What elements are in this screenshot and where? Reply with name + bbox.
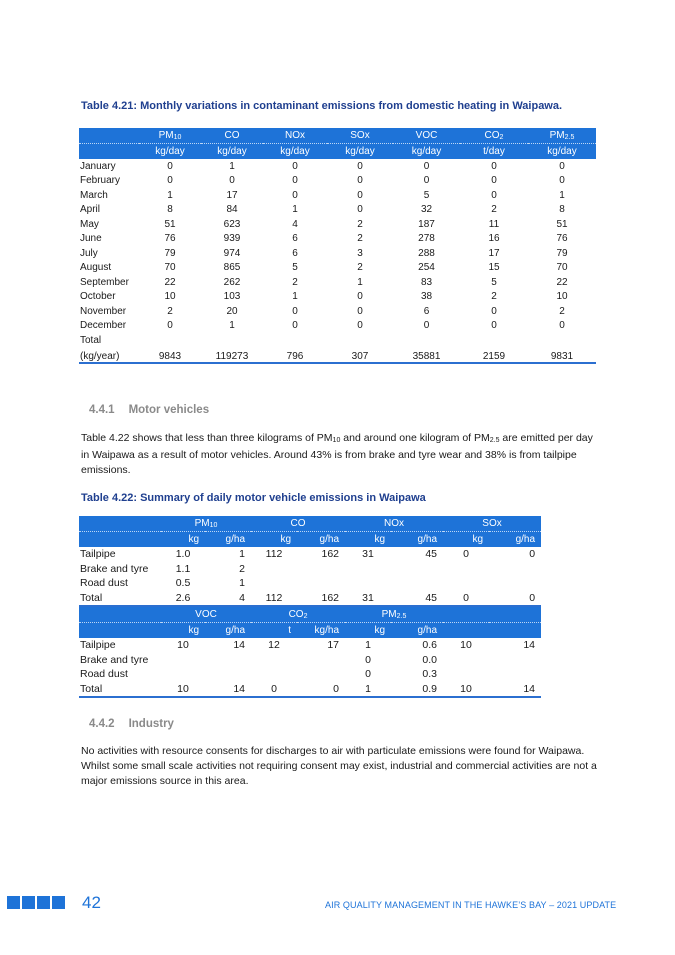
row-label: Total <box>80 682 103 695</box>
table-cell: 1 <box>292 204 298 216</box>
table-cell: 1 <box>292 291 298 303</box>
table-cell: 2 <box>239 562 246 575</box>
table-cell: 2.6 <box>175 591 191 604</box>
row-label: July <box>80 247 98 259</box>
table-cell: 38 <box>420 291 433 303</box>
group-header <box>251 516 345 532</box>
header-empty <box>79 623 161 639</box>
table-row <box>79 653 541 668</box>
table-row <box>79 275 596 290</box>
table-row <box>79 217 596 232</box>
column-header <box>263 128 327 144</box>
header-main: PM <box>381 609 397 620</box>
table-row <box>79 159 596 174</box>
group-header <box>345 606 443 623</box>
row-label: November <box>80 305 127 317</box>
table-cell <box>251 653 297 668</box>
table-row <box>79 319 596 334</box>
table-cell: 2 <box>559 305 565 317</box>
table-cell: 5 <box>292 262 298 274</box>
table-cell: 307 <box>351 350 369 362</box>
table-cell: 76 <box>164 233 176 245</box>
table-cell: 70 <box>556 262 568 274</box>
table-row <box>79 547 541 562</box>
footer-blocks <box>7 896 65 909</box>
table-cell-empty <box>327 333 393 348</box>
header-empty <box>489 623 541 639</box>
table-row <box>79 188 596 203</box>
header-sub: 2 <box>303 613 308 620</box>
table-cell: 9831 <box>550 350 574 362</box>
table-cell: 2 <box>167 305 173 317</box>
table-cell <box>443 667 489 682</box>
table-cell: 17 <box>327 639 340 652</box>
header-sub: 10 <box>173 134 182 141</box>
table-cell: 0 <box>491 189 497 201</box>
table-cell: 262 <box>223 276 241 288</box>
unit-header: g/ha <box>391 623 443 639</box>
table-cell: 14 <box>523 682 536 695</box>
footer-title: AIR QUALITY MANAGEMENT IN THE HAWKE’S BAY – 2021 UPDATE <box>325 900 617 910</box>
table-422 <box>79 516 541 698</box>
table-cell <box>205 667 251 682</box>
table-row <box>79 290 596 305</box>
table-cell: 0 <box>167 175 173 187</box>
table-cell: 17 <box>226 189 238 201</box>
footer-block <box>22 896 35 909</box>
column-unit: t/day <box>460 144 528 160</box>
table-cell-empty <box>139 333 201 348</box>
table-row <box>79 667 541 682</box>
header-main: CO <box>290 518 306 529</box>
header-sub: 2.5 <box>396 613 407 620</box>
table-cell: 51 <box>556 218 568 230</box>
header-empty <box>79 516 161 532</box>
row-label: Tailpipe <box>80 639 116 652</box>
row-label: Brake and tyre <box>80 653 149 666</box>
column-unit: kg/day <box>327 144 393 160</box>
table-422-caption: Table 4.22: Summary of daily motor vehicle emissions in Waipawa <box>81 492 426 504</box>
table-cell: 0 <box>357 320 363 332</box>
table-cell: 0 <box>491 305 497 317</box>
table-row <box>79 174 596 189</box>
header-main: PM <box>158 130 174 141</box>
section-title: Motor vehicles <box>128 404 210 416</box>
row-label: September <box>80 276 129 288</box>
table-cell: 14 <box>233 639 246 652</box>
table-cell: 0 <box>423 175 430 187</box>
header-empty <box>443 623 489 639</box>
table-421 <box>79 128 596 364</box>
table-cell: 0 <box>292 305 298 317</box>
table-cell: 1 <box>239 548 246 561</box>
header-main: PM <box>194 518 210 529</box>
table-cell <box>345 562 391 577</box>
table-cell <box>251 562 297 577</box>
table-cell: 278 <box>418 233 435 245</box>
table-cell-empty <box>201 333 263 348</box>
section-title: Industry <box>128 718 174 730</box>
table-cell <box>345 576 391 591</box>
column-unit: kg/day <box>263 144 327 160</box>
table-cell: 0 <box>491 160 497 172</box>
table-cell: 796 <box>286 350 304 362</box>
header-main: SOx <box>482 518 502 529</box>
row-label: March <box>80 189 108 201</box>
table-cell: 0 <box>559 175 565 187</box>
table-421-header-names <box>79 128 596 144</box>
table-cell: 0 <box>292 160 298 172</box>
group-header-row <box>79 606 541 623</box>
table-row-total-label <box>79 333 596 348</box>
table-cell <box>251 576 297 591</box>
table-cell: 31 <box>362 548 374 561</box>
header-sub: 2.5 <box>564 134 575 141</box>
table-cell: 187 <box>418 218 435 230</box>
table-row <box>79 638 541 653</box>
table-cell <box>443 562 489 577</box>
table-cell: 119273 <box>215 350 249 362</box>
unit-header: kg <box>443 532 489 548</box>
table-cell: 0 <box>357 204 363 216</box>
table-cell: 17 <box>488 247 500 259</box>
table-cell: 76 <box>556 233 568 245</box>
table-cell <box>297 562 345 577</box>
row-label: April <box>80 204 101 216</box>
table-cell <box>443 653 489 668</box>
header-main: PM <box>549 130 565 141</box>
header-sub: 2 <box>499 134 504 141</box>
table-cell: 51 <box>164 218 176 230</box>
table-row <box>79 232 596 247</box>
column-unit: kg/day <box>393 144 460 160</box>
table-cell: 16 <box>488 233 500 245</box>
table-cell <box>251 667 297 682</box>
table-cell: 0 <box>529 548 536 561</box>
table-cell: 14 <box>233 682 246 695</box>
header-sub: 10 <box>209 522 218 529</box>
column-unit: kg/day <box>201 144 263 160</box>
footer-block <box>7 896 20 909</box>
table-cell: 865 <box>223 262 241 274</box>
table-cell: 2 <box>357 218 363 230</box>
table-421-header-units <box>79 144 596 160</box>
table-cell: 2 <box>357 262 363 274</box>
row-label: Road dust <box>80 668 128 681</box>
table-cell: 4 <box>239 591 246 604</box>
table-cell: 8 <box>167 204 173 216</box>
table-cell: 0 <box>167 160 173 172</box>
table-row <box>79 591 541 607</box>
table-cell: 2 <box>292 276 298 288</box>
table-cell: 9843 <box>158 350 182 362</box>
table-cell: 0 <box>423 160 430 172</box>
table-cell: 14 <box>523 639 536 652</box>
table-cell <box>489 667 541 682</box>
unit-header: kg <box>251 532 297 548</box>
table-cell: 5 <box>491 276 497 288</box>
header-empty <box>79 532 161 548</box>
table-cell: 10 <box>556 291 568 303</box>
table-cell: 0 <box>357 160 363 172</box>
table-cell: 0 <box>357 189 363 201</box>
row-label: Tailpipe <box>80 548 116 561</box>
table-cell <box>391 576 443 591</box>
table-cell: 254 <box>418 262 435 274</box>
table-cell: 2 <box>357 233 363 245</box>
column-header <box>393 128 460 144</box>
column-header <box>139 128 201 144</box>
table-cell: 2 <box>491 291 497 303</box>
section-heading-4-4-2 <box>89 718 174 730</box>
table-cell: 162 <box>321 591 340 604</box>
table-cell: 6 <box>292 233 298 245</box>
table-cell: 112 <box>265 548 283 561</box>
column-header <box>460 128 528 144</box>
table-cell: 0 <box>491 320 497 332</box>
header-main: CO <box>484 130 500 141</box>
table-cell: 84 <box>226 204 238 216</box>
table-cell: 1 <box>365 639 371 652</box>
table-cell: 1 <box>229 160 235 172</box>
row-label: May <box>80 218 99 230</box>
table-cell: 0 <box>333 682 340 695</box>
table-row <box>79 576 541 591</box>
table-cell <box>297 653 345 668</box>
table-cell: 22 <box>164 276 176 288</box>
table-cell: 1 <box>229 320 235 332</box>
table-cell: 0 <box>292 320 298 332</box>
table-cell: 0.0 <box>422 653 438 666</box>
footer-block <box>52 896 65 909</box>
table-cell: 0 <box>463 548 469 561</box>
table-cell: 0 <box>357 305 363 317</box>
section-number: 4.4.1 <box>89 404 115 416</box>
row-label: October <box>80 291 116 303</box>
table-cell: 288 <box>418 247 435 259</box>
header-empty <box>443 606 541 623</box>
table-cell: 79 <box>556 247 568 259</box>
row-label: February <box>80 175 121 187</box>
table-cell-empty <box>460 333 528 348</box>
section-heading-4-4-1 <box>89 404 209 416</box>
header-main: NOx <box>384 518 405 529</box>
row-label: Total <box>80 591 103 604</box>
unit-header: g/ha <box>489 532 541 548</box>
paragraph-industry: No activities with resource consents for discharges to air with particulate emissions were found for Waipawa. Whilst some small scale activities not requiring consent may exist, industrial and commercial activities are not a major emissions source in this area. <box>81 745 597 787</box>
table-cell: 1 <box>559 189 565 201</box>
unit-header: g/ha <box>205 532 251 548</box>
header-main: CO <box>288 609 304 620</box>
table-cell-empty <box>393 333 460 348</box>
header-main: SOx <box>350 130 370 141</box>
table-cell <box>391 562 443 577</box>
table-cell: 162 <box>321 548 340 561</box>
table-cell <box>161 653 205 668</box>
table-cell: 5 <box>423 189 430 201</box>
table-cell: 22 <box>556 276 568 288</box>
column-header <box>528 128 596 144</box>
table-cell: 15 <box>488 262 500 274</box>
row-label: Total <box>80 334 102 346</box>
table-cell: 0 <box>491 175 497 187</box>
header-main: VOC <box>195 609 217 620</box>
unit-header: g/ha <box>205 623 251 639</box>
group-header <box>251 606 345 623</box>
table-cell: 623 <box>223 218 241 230</box>
table-cell: 70 <box>164 262 176 274</box>
column-header <box>201 128 263 144</box>
row-label: December <box>80 320 127 332</box>
table-cell: 35881 <box>412 350 441 362</box>
table-cell: 103 <box>223 291 241 303</box>
page-number: 42 <box>82 893 101 912</box>
table-cell <box>297 667 345 682</box>
table-cell <box>489 562 541 577</box>
table-cell: 2159 <box>482 350 506 362</box>
table-cell: 79 <box>164 247 176 259</box>
unit-header: kg <box>161 532 205 548</box>
table-cell: 4 <box>292 218 298 230</box>
table-cell: 0 <box>559 320 565 332</box>
row-label: Road dust <box>80 577 128 590</box>
row-label: August <box>80 262 112 274</box>
section-number: 4.4.2 <box>89 718 115 730</box>
table-cell: 11 <box>488 218 500 230</box>
table-cell: 32 <box>420 204 433 216</box>
table-cell: 0 <box>271 682 277 695</box>
table-row-total <box>79 348 596 363</box>
column-header <box>327 128 393 144</box>
column-unit: kg/day <box>528 144 596 160</box>
header-main: NOx <box>285 130 305 141</box>
table-cell: 0 <box>529 591 536 604</box>
table-cell: 1.1 <box>175 562 191 575</box>
group-header <box>345 516 443 532</box>
unit-header-row <box>79 532 541 548</box>
column-unit: kg/day <box>139 144 201 160</box>
table-cell: 1 <box>365 682 371 695</box>
header-empty <box>79 606 161 623</box>
unit-header: kg <box>345 623 391 639</box>
table-cell: 20 <box>226 305 238 317</box>
table-cell: 0 <box>292 189 298 201</box>
table-cell: 0.3 <box>422 668 438 681</box>
table-cell: 0.9 <box>422 682 438 695</box>
row-label: June <box>80 233 102 245</box>
unit-header: g/ha <box>391 532 443 548</box>
group-header-row <box>79 516 541 532</box>
table-cell: 10 <box>164 291 176 303</box>
unit-header: kg/ha <box>297 623 345 639</box>
table-cell <box>205 653 251 668</box>
table-cell: 1 <box>357 276 363 288</box>
table-cell: 0 <box>423 320 430 332</box>
table-cell: 10 <box>460 682 472 695</box>
unit-header-row <box>79 623 541 639</box>
table-cell: 974 <box>223 247 241 259</box>
table-cell: 0 <box>463 591 469 604</box>
unit-header: t <box>251 623 297 639</box>
unit-header: g/ha <box>297 532 345 548</box>
table-cell: 10 <box>460 639 472 652</box>
row-label: January <box>80 160 116 172</box>
table-cell: 0.5 <box>175 577 191 590</box>
table-cell: 0 <box>292 175 298 187</box>
table-row <box>79 304 596 319</box>
table-cell: 2 <box>491 204 497 216</box>
table-cell: 83 <box>420 276 433 288</box>
table-cell: 31 <box>362 591 374 604</box>
table-cell: 0.6 <box>422 639 438 652</box>
table-cell <box>489 653 541 668</box>
table-421-caption: Table 4.21: Monthly variations in contaminant emissions from domestic heating in Waipawa. <box>81 100 563 112</box>
row-label: (kg/year) <box>80 350 120 362</box>
table-cell: 939 <box>223 233 241 245</box>
table-cell: 45 <box>425 548 438 561</box>
table-row <box>79 562 541 577</box>
header-main: VOC <box>415 130 438 141</box>
table-cell: 3 <box>357 247 363 259</box>
header-main: CO <box>224 130 240 141</box>
table-row <box>79 246 596 261</box>
unit-header: kg <box>345 532 391 548</box>
table-cell: 6 <box>292 247 298 259</box>
group-header <box>443 516 541 532</box>
table-cell: 1 <box>167 189 173 201</box>
paragraph-motor-vehicles: Table 4.22 shows that less than three kilograms of PM10 and around one kilogram of PM2.5 are emitted per day in Waipawa as a result of motor vehicles. Around 43% is from brake and tyre wear and 38% is from tailpipe emissions. <box>81 432 593 476</box>
table-cell: 12 <box>268 639 280 652</box>
table-cell: 0 <box>365 653 371 666</box>
table-cell: 0 <box>357 175 363 187</box>
table-cell: 10 <box>177 682 189 695</box>
table-cell: 8 <box>559 204 565 216</box>
table-cell: 0 <box>559 160 565 172</box>
table-cell <box>297 576 345 591</box>
footer-block <box>37 896 50 909</box>
unit-header: kg <box>161 623 205 639</box>
row-label: Brake and tyre <box>80 562 149 575</box>
table-cell: 1 <box>239 577 246 590</box>
group-header <box>161 606 251 623</box>
table-cell <box>161 667 205 682</box>
table-cell: 0 <box>365 668 371 681</box>
table-cell: 0 <box>167 320 173 332</box>
table-cell-empty <box>263 333 327 348</box>
table-cell <box>443 576 489 591</box>
table-cell-empty <box>528 333 596 348</box>
table-cell: 45 <box>425 591 438 604</box>
table-cell: 6 <box>423 305 430 317</box>
group-header <box>161 516 251 532</box>
table-cell: 112 <box>265 591 283 604</box>
table-cell: 1.0 <box>175 548 191 561</box>
table-cell: 0 <box>229 175 235 187</box>
table-cell: 0 <box>357 291 363 303</box>
table-row <box>79 203 596 218</box>
table-cell <box>489 576 541 591</box>
table-row <box>79 261 596 276</box>
table-row <box>79 682 541 698</box>
table-cell: 10 <box>177 639 189 652</box>
